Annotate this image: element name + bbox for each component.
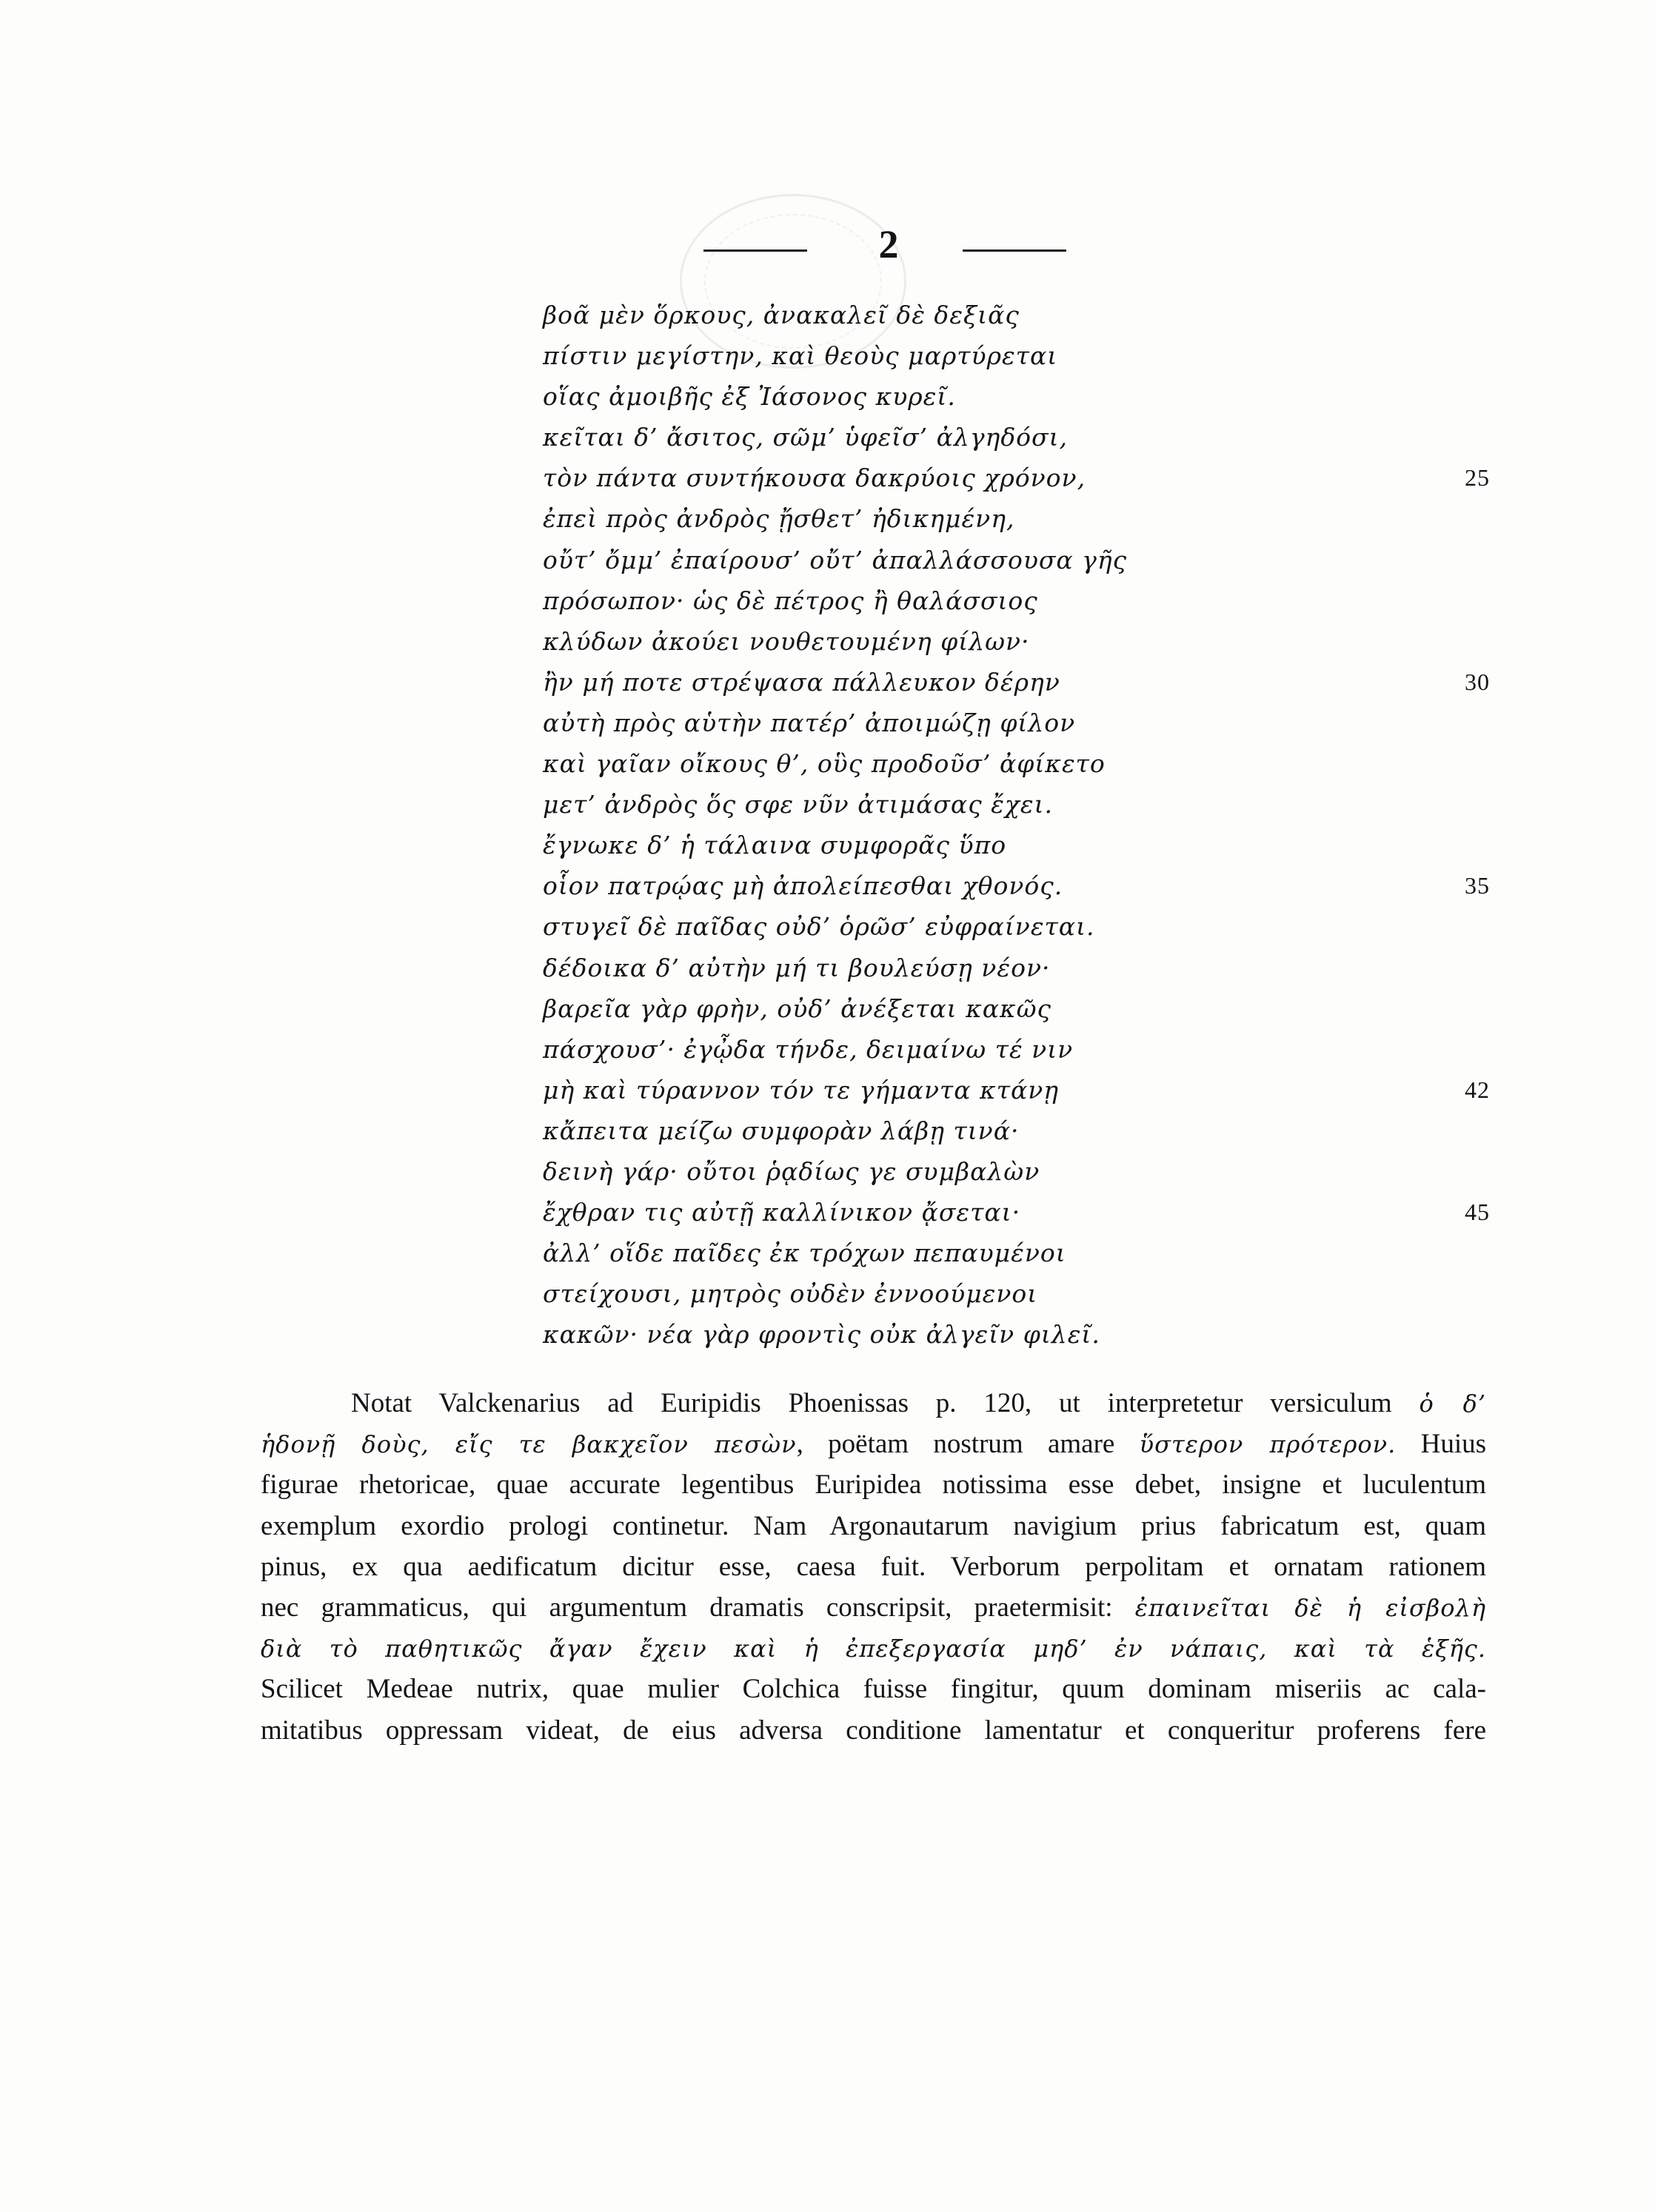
verse-line-number: 30 [1465, 668, 1490, 695]
verse-line [543, 540, 1505, 580]
verse-text: πρόσωπον· ὡς δὲ πέτρος ἢ θαλάσσιος [543, 586, 1038, 615]
verse-text: βαρεῖα γὰρ φρὴν, οὐδ’ ἀνέξεται κακῶς [543, 993, 1052, 1023]
verse-line [543, 580, 1505, 621]
verse-text: οἷον πατρῴας μὴ ἀπολείπεσθαι χθονός. [543, 871, 1063, 901]
verse-text: κακῶν· νέα γὰρ φροντὶς οὐκ ἀλγεῖν φιλεῖ. [543, 1320, 1100, 1350]
verse-line [543, 1192, 1505, 1233]
prose-line [261, 1669, 1486, 1709]
prose-line [261, 1710, 1486, 1751]
verse-line [543, 1029, 1505, 1070]
prose-line [261, 1506, 1486, 1546]
verse-line [543, 295, 1505, 335]
verse-line [543, 703, 1505, 743]
verse-line [543, 1273, 1505, 1314]
greek-quotation: ἐπαινεῖται δὲ ἡ εἰσβολὴ [1134, 1593, 1486, 1622]
latin-text: Scilicet Medeae nutrix, quae mulier Colchica fuisse fingitur, quum dominam miseriis ac cala- [261, 1674, 1486, 1705]
verse-line-number: 42 [1465, 1076, 1490, 1103]
latin-text: pinus, ex qua aedificatum dicitur esse, caesa fuit. Verborum perpolitam et ornatam rationem [261, 1551, 1486, 1582]
verse-line [543, 1110, 1505, 1151]
prose-line [261, 1587, 1486, 1628]
latin-text: nec grammaticus, qui argumentum dramatis conscripsit, praetermisit: [261, 1592, 1135, 1623]
verse-text: δέδοικα δ’ αὐτὴν μή τι βουλεύσῃ νέον· [543, 953, 1051, 982]
verse-line [543, 1233, 1505, 1273]
verse-line [543, 988, 1505, 1029]
verse-line [543, 1070, 1505, 1110]
verse-text: καὶ γαῖαν οἴκους θ’, οὓς προδοῦσ’ ἀφίκετο [543, 749, 1106, 779]
verse-line [543, 458, 1505, 498]
verse-line-number: 45 [1465, 1199, 1490, 1226]
verse-text: ἔγνωκε δ’ ἡ τάλαινα συμφορᾶς ὕπο [543, 831, 1007, 860]
verse-text: ἢν μή ποτε στρέψασα πάλλευκον δέρην [543, 667, 1060, 697]
latin-text: , poëtam nostrum amare [796, 1429, 1140, 1460]
verse-text: πάσχουσ’· ἐγᾦδα τήνδε, δειμαίνω τέ νιν [543, 1034, 1074, 1064]
verse-line-number: 35 [1465, 872, 1490, 899]
page-header [0, 211, 1655, 278]
prose-line [261, 1628, 1486, 1669]
latin-commentary [261, 1383, 1486, 1751]
verse-line [543, 906, 1505, 947]
verse-text: αὐτὴ πρὸς αὑτὴν πατέρ’ ἀποιμώζῃ φίλον [543, 708, 1076, 737]
greek-verse-block [543, 295, 1505, 1355]
header-rule-right [963, 249, 1066, 252]
verse-text: μετ’ ἀνδρὸς ὅς σφε νῦν ἀτιμάσας ἔχει. [543, 790, 1054, 820]
verse-line [543, 335, 1505, 376]
latin-text: mitatibus oppressam videat, de eius adversa conditione lamentatur et conqueritur proferens fere [261, 1715, 1486, 1746]
verse-text: ἐπεὶ πρὸς ἀνδρὸς ᾔσθετ’ ἠδικημένη, [543, 504, 1015, 534]
verse-line [543, 825, 1505, 865]
verse-text: κεῖται δ’ ἄσιτος, σῶμ’ ὑφεῖσ’ ἀλγηδόσι, [543, 423, 1069, 452]
page-number: 2 [878, 222, 899, 267]
verse-text: οὔτ’ ὄμμ’ ἐπαίρουσ’ οὔτ’ ἀπαλλάσσουσα γῆς [543, 545, 1128, 574]
greek-quotation: ἡδονῇ δοὺς, εἴς τε βακχεῖον πεσὼν [261, 1430, 797, 1459]
verse-text: κλύδων ἀκούει νουθετουμένη φίλων· [543, 626, 1030, 656]
verse-text: στείχουσι, μητρὸς οὐδὲν ἐννοούμενοι [543, 1279, 1038, 1309]
verse-text: τὸν πάντα συντήκουσα δακρύοις χρόνον, [543, 463, 1086, 493]
verse-line-number: 25 [1465, 464, 1490, 492]
latin-text: Huius [1396, 1429, 1486, 1460]
verse-line [543, 865, 1505, 906]
verse-line [543, 621, 1505, 662]
verse-line [543, 1151, 1505, 1192]
verse-line [543, 948, 1505, 988]
verse-line [543, 376, 1505, 417]
verse-line [543, 743, 1505, 784]
verse-text: βοᾶ μὲν ὅρκους, ἀνακαλεῖ δὲ δεξιᾶς [543, 301, 1020, 329]
greek-quotation: ὕστερον πρότερον. [1139, 1430, 1397, 1459]
verse-text: δεινὴ γάρ· οὔτοι ῥᾳδίως γε συμβαλὼν [543, 1156, 1040, 1186]
verse-text: ἀλλ’ οἵδε παῖδες ἐκ τρόχων πεπαυμένοι [543, 1239, 1066, 1268]
verse-line [543, 1314, 1505, 1355]
verse-line [543, 498, 1505, 539]
verse-text: ἔχθραν τις αὐτῇ καλλίνικον ᾄσεται· [543, 1198, 1021, 1227]
verse-line [543, 784, 1505, 825]
latin-text: exemplum exordio prologi continetur. Nam Argonautarum navigium prius fabricatum est, quam [261, 1510, 1486, 1541]
greek-quotation: διὰ τὸ παθητικῶς ἄγαν ἔχειν καὶ ἡ ἐπεξεργασία μηδ’ ἐν νάπαις, καὶ τὰ ἑξῆς. [261, 1635, 1486, 1663]
verse-text: οἵας ἀμοιβῆς ἐξ Ἰάσονος κυρεῖ. [543, 382, 956, 412]
latin-text: Notat Valckenarius ad Euripidis Phoenissas p. 120, ut interpretetur versiculum [351, 1388, 1420, 1418]
prose-line [261, 1546, 1486, 1587]
header-rule-left [703, 249, 807, 252]
verse-line [543, 417, 1505, 458]
greek-quotation: ὁ δ’ [1419, 1390, 1487, 1418]
prose-line [261, 1424, 1486, 1464]
verse-text: πίστιν μεγίστην, καὶ θεοὺς μαρτύρεται [543, 341, 1058, 371]
latin-text: figurae rhetoricae, quae accurate legentibus Euripidea notissima esse debet, insigne et luculentum [261, 1469, 1486, 1501]
prose-line [261, 1383, 1486, 1424]
verse-text: κἄπειτα μείζω συμφορὰν λάβῃ τινά· [543, 1116, 1020, 1145]
verse-text: στυγεῖ δὲ παῖδας οὐδ’ ὁρῶσ’ εὐφραίνεται. [543, 912, 1095, 942]
verse-text: μὴ καὶ τύραννον τόν τε γήμαντα κτάνῃ [543, 1075, 1060, 1105]
prose-line [261, 1464, 1486, 1505]
verse-line [543, 662, 1505, 703]
